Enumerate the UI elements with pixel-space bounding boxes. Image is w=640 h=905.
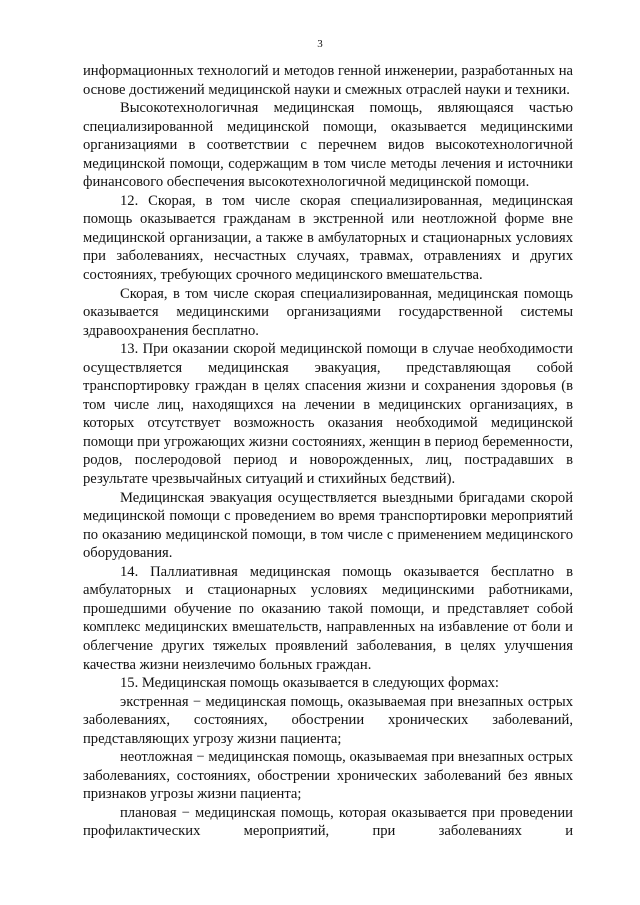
paragraph-item-13: 13. При оказании скорой медицинской помощи в случае необходимости осуществляется медицинская эвакуация, представляющая собой транспортировку граждан в целях спасения жизни и сохранения здоровья (в том числе лиц, находящихся на лечении в медицинских организациях, в которых отсутствует возможность оказания необходимой медицинской помощи при угрожающих жизни состояниях, женщин в период беременности, родов, послеродовой период и новорожденных, лиц, пострадавших в результате чрезвычайных ситуаций и стихийных бедствий).	[83, 341, 573, 488]
paragraph-item-15: 15. Медицинская помощь оказывается в следующих формах:	[120, 675, 499, 692]
paragraph-item-12: 12. Скорая, в том числе скорая специализированная, медицинская помощь оказывается гражданам в экстренной или неотложной форме вне медицинской организации, а также в амбулаторных и стационарных условиях при заболеваниях, несчастных случаях, травмах, отравлениях и других состояниях, требующих срочного медицинского вмешательства.	[83, 192, 573, 284]
document-body	[83, 62, 573, 841]
paragraph-form-emergency: экстренная − медицинская помощь, оказываемая при внезапных острых заболеваниях, состояниях, обострении хронических заболеваний, представляющих угрозу жизни пациента;	[83, 693, 573, 747]
paragraph-item-14: 14. Паллиативная медицинская помощь оказывается бесплатно в амбулаторных и стационарных условиях медицинскими работниками, прошедшими обучение по оказанию такой помощи, и представляет собой комплекс медицинских вмешательств, направленных на избавление от боли и облегчение других тяжелых проявлений заболевания, в целях улучшения качества жизни неизлечимо больных граждан.	[83, 563, 573, 673]
paragraph-form-planned: плановая − медицинская помощь, которая оказывается при проведении профилактических мероприятий, при заболеваниях и	[83, 804, 573, 840]
paragraph-continuation: информационных технологий и методов генной инженерии, разработанных на основе достижений медицинской науки и смежных отраслей науки и техники.	[83, 63, 573, 98]
paragraph-medical-evacuation: Медицинская эвакуация осуществляется выездными бригадами скорой медицинской помощи с проведением во время транспортировки мероприятий по оказанию медицинской помощи, в том числе с применением медицинского оборудования.	[83, 489, 573, 562]
paragraph-high-tech-care: Высокотехнологичная медицинская помощь, являющаяся частью специализированной медицинской помощи, оказывается медицинскими организациями в соответствии с перечнем видов высокотехнологичной медицинской помощи, содержащим в том числе методы лечения и источники финансового обеспечения высокотехнологичной медицинской помощи.	[83, 100, 573, 191]
paragraph-emergency-free: Скорая, в том числе скорая специализированная, медицинская помощь оказывается медицинскими организациями государственной системы здравоохранения бесплатно.	[83, 285, 573, 339]
page-number: 3	[317, 38, 323, 50]
paragraph-form-urgent: неотложная − медицинская помощь, оказываемая при внезапных острых заболеваниях, состояниях, обострении хронических заболеваний без явных признаков угрозы жизни пациента;	[83, 749, 573, 803]
